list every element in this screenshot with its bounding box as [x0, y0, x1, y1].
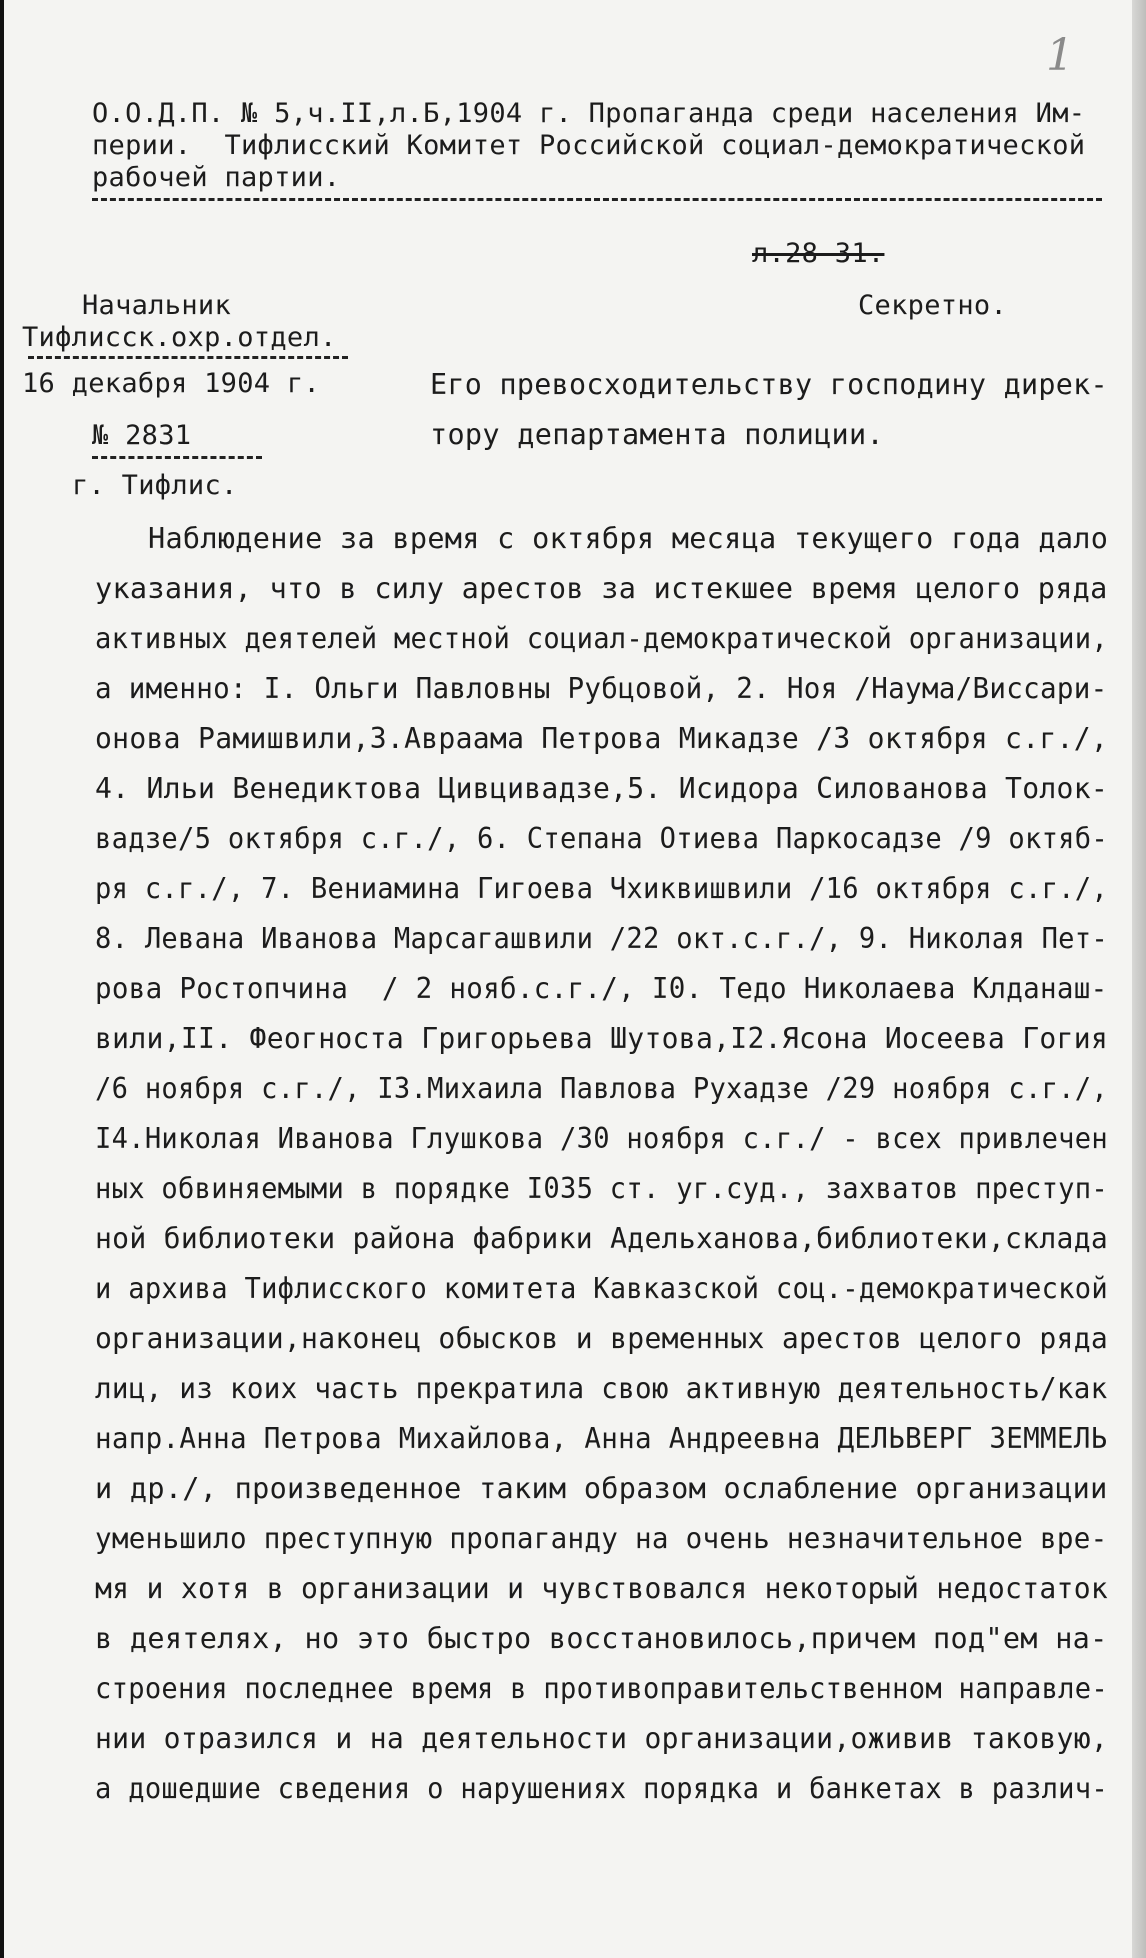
- body-line: вили,II. Феогноста Григорьева Шутова,I2.Ясона Иосеева Гогия: [95, 1022, 1109, 1055]
- archive-header-line: рабочей партии.: [92, 162, 341, 193]
- body-line: а именно: I. Ольги Павловны Рубцовой, 2. Ноя /Наума/Виссари-: [95, 672, 1108, 705]
- body-line: организации,наконец обысков и временных арестов целого ряда: [95, 1322, 1109, 1355]
- sender-department: Тифлисск.охр.отдел.: [22, 322, 337, 353]
- body-line: уменьшило преступную пропаганду на очень незначительное вре-: [95, 1522, 1108, 1555]
- body-line: а дошедшие сведения о нарушениях порядка и банкетах в различ-: [95, 1772, 1108, 1805]
- letter-city: г. Тифлис.: [72, 470, 238, 501]
- archive-header-line: О.О.Д.П. № 5,ч.II,л.Б,1904 г. Пропаганда среди населения Им-: [92, 98, 1086, 129]
- folio-number: л.28-31.: [752, 238, 885, 269]
- body-line: и архива Тифлисского комитета Кавказской соц.-демократической: [95, 1272, 1108, 1305]
- body-line: онова Рамишвили,3.Авраама Петрова Микадзе /3 октября с.г./,: [95, 722, 1109, 755]
- sender-underline: [28, 356, 348, 359]
- body-line: ных обвиняемыми в порядке I035 ст. уг.суд., захватов преступ-: [95, 1172, 1108, 1205]
- body-line: указания, что в силу арестов за истекшее время целого ряда: [95, 572, 1108, 605]
- body-line: вадзе/5 октября с.г./, 6. Степана Отиева Паркосадзе /9 октяб-: [95, 822, 1108, 855]
- body-line: активных деятелей местной социал-демократической организации,: [95, 622, 1108, 655]
- body-line: мя и хотя в организации и чувствовался некоторый недостаток: [95, 1572, 1109, 1605]
- sender-title: Начальник: [82, 290, 231, 321]
- body-line: строения последнее время в противоправительственном направле-: [95, 1672, 1108, 1705]
- addressee-line: тору департамента полиции.: [430, 418, 884, 451]
- body-line: /6 ноября с.г./, I3.Михаила Павлова Рухадзе /29 ноября с.г./,: [95, 1072, 1108, 1105]
- archive-header-line: перии. Тифлисский Комитет Российской социал-демократической: [92, 130, 1086, 161]
- body-line: рова Ростопчина / 2 нояб.с.г./, I0. Тедо Николаева Клданаш-: [95, 972, 1108, 1005]
- body-line: 8. Левана Иванова Марсагашвили /22 окт.с.г./, 9. Николая Пет-: [95, 922, 1108, 955]
- body-line: в деятелях, но это быстро восстановилось,причем под"ем на-: [95, 1622, 1108, 1655]
- body-line: I4.Николая Иванова Глушкова /30 ноября с.г./ - всех привлечен: [95, 1122, 1108, 1155]
- body-line: 4. Ильи Венедиктова Цивцивадзе,5. Исидора Силованова Толок-: [95, 772, 1109, 805]
- body-line: нии отразился и на деятельности организации,оживив таковую,: [95, 1722, 1109, 1755]
- scan-left-edge: [0, 0, 4, 1958]
- scan-right-edge: [1132, 0, 1146, 1958]
- number-underline: [92, 456, 262, 459]
- letter-number: № 2831: [92, 420, 192, 451]
- header-divider: [92, 198, 1102, 201]
- page-number: 1: [1046, 30, 1074, 81]
- classification-mark: Секретно.: [858, 290, 1007, 321]
- body-line: напр.Анна Петрова Михайлова, Анна Андреевна ДЕЛЬВЕРГ ЗЕММЕЛЬ: [95, 1422, 1108, 1455]
- addressee-line: Его превосходительству господину дирек-: [430, 368, 1108, 401]
- body-line: ной библиотеки района фабрики Адельханова,библиотеки,склада: [95, 1222, 1109, 1255]
- body-line: лиц, из коих часть прекратила свою активную деятельность/как: [95, 1372, 1108, 1405]
- letter-date: 16 декабря 1904 г.: [22, 368, 320, 399]
- body-line: ря с.г./, 7. Вениамина Гигоева Чхиквишвили /16 октября с.г./,: [95, 872, 1108, 905]
- body-line: Наблюдение за время с октября месяца текущего года дало: [148, 522, 1109, 555]
- body-line: и др./, произведенное таким образом ослабление организации: [95, 1472, 1108, 1505]
